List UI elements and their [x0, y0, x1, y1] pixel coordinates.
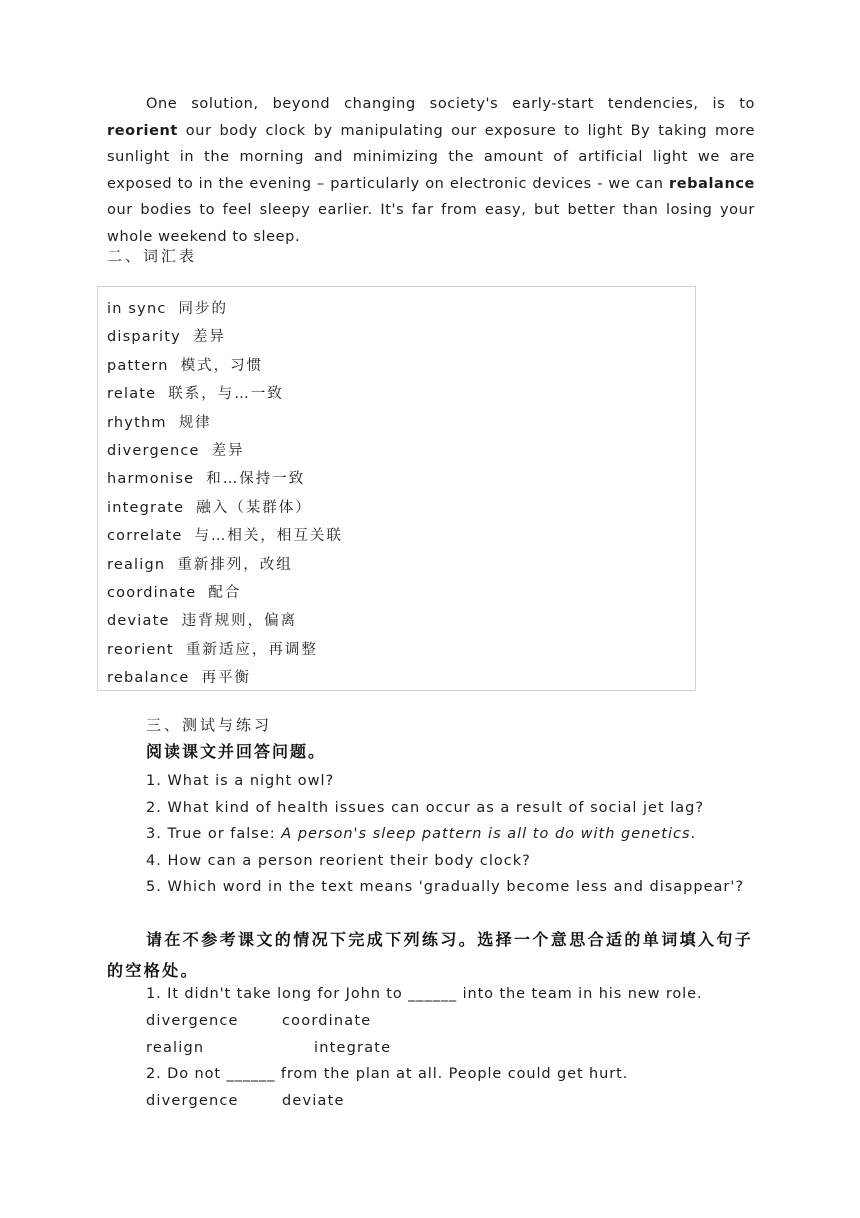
vocab-item [107, 352, 343, 380]
vocab-item [107, 323, 343, 351]
vocab-meaning: 融入（某群体） [196, 499, 312, 516]
practice-section-heading: 三、测试与练习 [146, 716, 273, 734]
passage-text: our bodies to feel sleepy earlier. It's far from easy, but better than losing your whole weekend to sleep. [107, 202, 755, 245]
vocab-word: relate [107, 386, 157, 403]
fill-in-instruction [107, 924, 755, 986]
vocab-meaning: 差异 [211, 442, 245, 459]
vocab-word: harmonise [107, 471, 195, 488]
vocab-meaning: 规律 [178, 414, 212, 431]
vocab-meaning: 与…相关，相互关联 [194, 528, 343, 545]
vocab-word: pattern [107, 357, 169, 374]
question-item: 4. How can a person reorient their body clock? [146, 852, 531, 869]
vocab-item [107, 409, 343, 437]
exercise-option: realign [146, 1040, 205, 1056]
question-item: 1. What is a night owl? [146, 773, 335, 789]
instruction-text: 请在不参考课文的情况下完成下列练习。选择一个意思合适的单词填入句子的空格处。 [107, 930, 754, 980]
exercise-sentence: 1. It didn't take long for John to ______ into the team in his new role. [146, 986, 703, 1002]
vocab-item [107, 636, 343, 664]
question-item [146, 821, 744, 848]
vocab-word: integrate [107, 499, 185, 516]
vocab-word: reorient [107, 641, 174, 658]
vocab-meaning: 违背规则，偏离 [181, 613, 298, 630]
exercise-option: divergence [146, 1093, 239, 1109]
vocab-meaning: 差异 [192, 329, 226, 346]
vocab-item [107, 607, 343, 635]
question-text: 3. True or false: [146, 826, 282, 842]
vocab-table [97, 286, 696, 691]
vocab-meaning: 重新适应，再调整 [185, 641, 318, 658]
vocab-item [107, 522, 343, 550]
vocab-word: rebalance [107, 670, 190, 687]
vocab-word: deviate [107, 613, 170, 630]
passage-text: One solution, beyond changing society's early-start tendencies, is to [146, 96, 755, 112]
vocab-word: correlate [107, 528, 183, 545]
vocab-item [107, 380, 343, 408]
passage-paragraph [107, 91, 755, 251]
question-item: 2. What kind of health issues can occur as a result of social jet lag? [146, 799, 705, 816]
vocab-meaning: 模式，习惯 [180, 357, 264, 374]
vocab-word: realign [107, 556, 166, 573]
vocab-list [107, 295, 343, 692]
vocab-meaning: 同步的 [178, 301, 229, 317]
exercise-option: integrate [314, 1040, 392, 1056]
vocab-item [107, 494, 343, 522]
question-list [146, 768, 744, 901]
exercise-option: deviate [282, 1093, 345, 1109]
vocab-meaning: 再平衡 [201, 670, 251, 687]
vocab-word: coordinate [107, 584, 197, 601]
exercise-option: divergence [146, 1013, 239, 1029]
question-tail: . [690, 826, 697, 842]
vocab-meaning: 联系，与…一致 [168, 386, 284, 403]
passage-text: our body clock by manipulating our exposure to light By taking more sunlight in the morning and minimizing the amount of artificial light we are exposed to in the evening – particularly on electronic devices - we can [107, 122, 755, 192]
vocab-word: in sync [107, 301, 167, 317]
vocab-item [107, 437, 343, 465]
exercise-option: coordinate [282, 1013, 372, 1029]
vocab-item [107, 295, 343, 323]
question-statement: A person's sleep pattern is all to do with genetics [281, 826, 691, 842]
vocab-meaning: 配合 [208, 584, 242, 601]
reading-questions-heading: 阅读课文并回答问题。 [146, 742, 327, 761]
question-item: 5. Which word in the text means 'gradually become less and disappear'? [146, 879, 745, 895]
vocab-meaning: 重新排列，改组 [177, 556, 293, 573]
passage-bold-word: rebalance [668, 175, 755, 192]
vocab-item [107, 579, 343, 607]
vocab-word: rhythm [107, 414, 167, 431]
vocab-item [107, 551, 343, 579]
exercise-sentence: 2. Do not ______ from the plan at all. People could get hurt. [146, 1066, 629, 1082]
vocab-word: divergence [107, 442, 200, 459]
vocab-item [107, 664, 343, 692]
vocab-word: disparity [107, 329, 181, 346]
vocab-meaning: 和…保持一致 [206, 471, 306, 488]
passage-bold-word: reorient [107, 122, 178, 139]
vocab-section-heading: 二、词汇表 [107, 247, 198, 265]
vocab-item [107, 465, 343, 493]
